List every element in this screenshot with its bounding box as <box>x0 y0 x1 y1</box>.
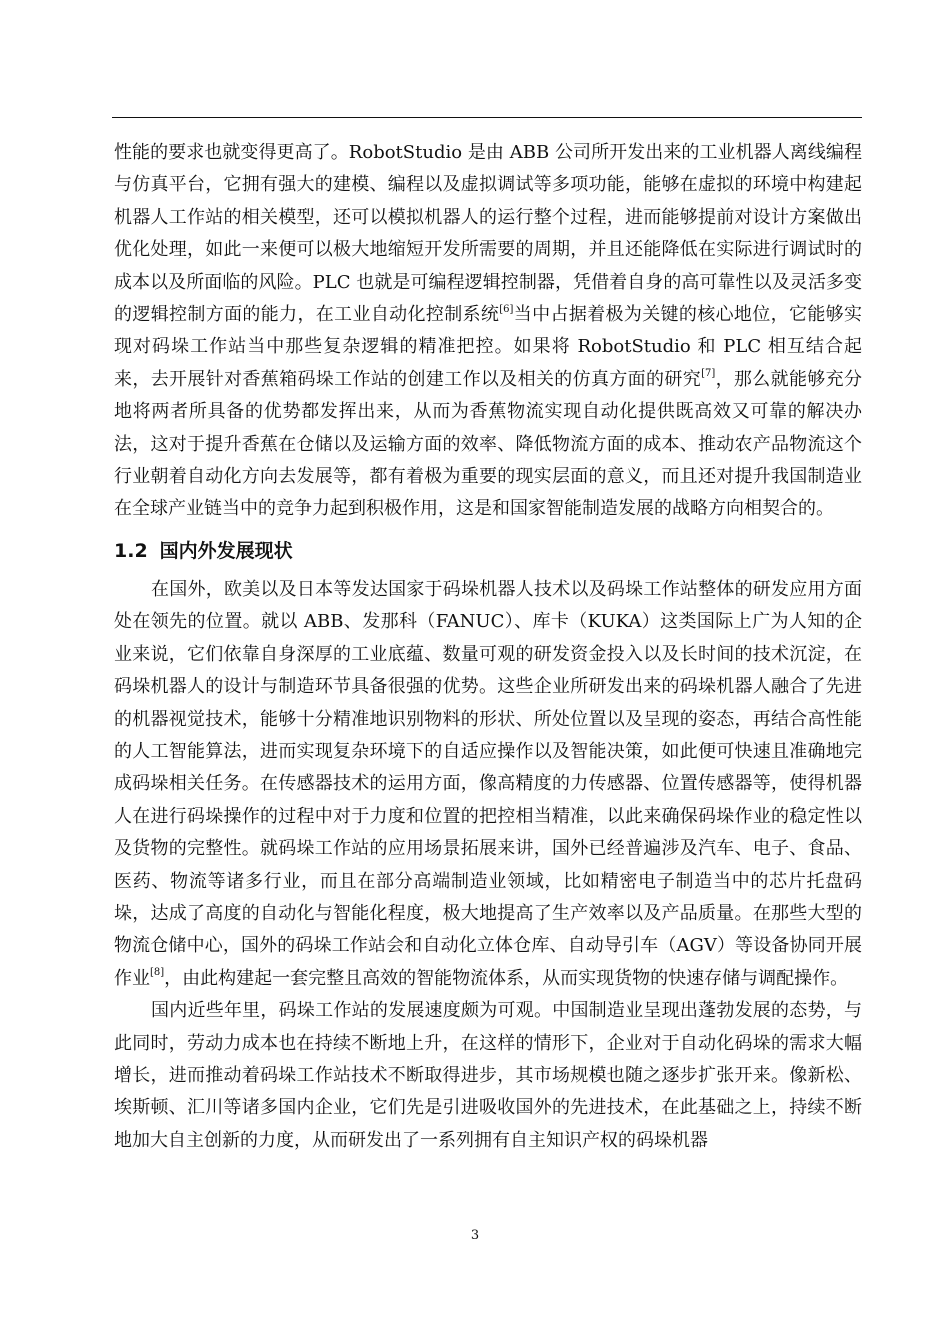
intro-paragraph <box>114 137 862 526</box>
citation-8: [8] <box>150 967 165 979</box>
foreign-status-text-2: ，由此构建起一套完整且高效的智能物流体系，从而实现货物的快速存储与调配操作。 <box>164 967 849 989</box>
foreign-status-paragraph <box>114 574 862 995</box>
page-number: 3 <box>470 1228 480 1243</box>
domestic-status-paragraph: 国内近些年里，码垛工作站的发展速度颇为可观。中国制造业呈现出蓬勃发展的态势，与此同时，劳动力成本也在持续不断地上升，在这样的情形下，企业对于自动化码垛的需求大幅增长，进而推动着码垛工作站技术不断取得进步，其市场规模也随之逐步扩张开来。像新松、埃斯顿、汇川等诸多国内企业，它们先是引进吸收国外的先进技术，在此基础之上，持续不断地加大自主创新的力度，从而研发出了一系列拥有自主知识产权的码垛机器 <box>114 1000 862 1151</box>
intro-paragraph-text-2: 当中占据着极为关键的核心地位，它能够实现对码垛工作站当中那些复杂逻辑的精准把控。如果将 RobotStudio 和 PLC 相互结合起来，去开展针对香蕉箱码垛工作站的创建工作以及相关的仿真方面的研究 <box>114 304 863 390</box>
intro-paragraph-text-1: 性能的要求也就变得更高了。RobotStudio 是由 ABB 公司所开发出来的工业机器人离线编程与仿真平台，它拥有强大的建模、编程以及虚拟调试等多项功能，能够在虚拟的环境中构建起机器人工作站的相关模型，还可以模拟机器人的运行整个过程，进而能够提前对设计方案做出优化处理，如此一来便可以极大地缩短开发所需要的周期，并且还能降低在实际进行调试时的成本以及所面临的风险。PLC 也就是可编程逻辑控制器，凭借着自身的高可靠性以及灵活多变的逻辑控制方面的能力，在工业自动化控制系统 <box>114 142 862 326</box>
section-heading <box>114 536 862 566</box>
header-rule <box>112 117 862 118</box>
page-body <box>114 137 862 1157</box>
citation-6: [6] <box>499 303 514 315</box>
section-number: 1.2 <box>114 539 148 562</box>
citation-7: [7] <box>701 368 716 380</box>
intro-paragraph-text-3: ，那么就能够充分地将两者所具备的优势都发挥出来，从而为香蕉物流实现自动化提供既高效又可靠的解决办法，这对于提升香蕉在仓储以及运输方面的效率、降低物流方面的成本、推动农产品物流这个行业朝着自动化方向去发展等，都有着极为重要的现实层面的意义，而且还对提升我国制造业在全球产业链当中的竞争力起到积极作用，这是和国家智能制造发展的战略方向相契合的。 <box>114 368 862 520</box>
foreign-status-text-1: 在国外，欧美以及日本等发达国家于码垛机器人技术以及码垛工作站整体的研发应用方面处在领先的位置。就以 ABB、发那科（FANUC）、库卡（KUKA）这类国际上广为人知的企业来说，它们依靠自身深厚的工业底蕴、数量可观的研发资金投入以及长时间的技术沉淀，在码垛机器人的设计与制造环节具备很强的优势。这些企业所研发出来的码垛机器人融合了先进的机器视觉技术，能够十分精准地识别物料的形状、所处位置以及呈现的姿态，再结合高性能的人工智能算法，进而实现复杂环境下的自适应操作以及智能决策，如此便可快速且准确地完成码垛相关任务。在传感器技术的运用方面，像高精度的力传感器、位置传感器等，使得机器人在进行码垛操作的过程中对于力度和位置的把控相当精准，以此来确保码垛作业的稳定性以及货物的完整性。就码垛工作站的应用场景拓展来讲，国外已经普遍涉及汽车、电子、食品、医药、物流等诸多行业，而且在部分高端制造业领域，比如精密电子制造当中的芯片托盘码垛，达成了高度的自动化与智能化程度，极大地提高了生产效率以及产品质量。在那些大型的物流仓储中心，国外的码垛工作站会和自动化立体仓库、自动导引车（AGV）等设备协同开展作业 <box>114 578 862 989</box>
section-title: 国内外发展现状 <box>159 539 293 562</box>
